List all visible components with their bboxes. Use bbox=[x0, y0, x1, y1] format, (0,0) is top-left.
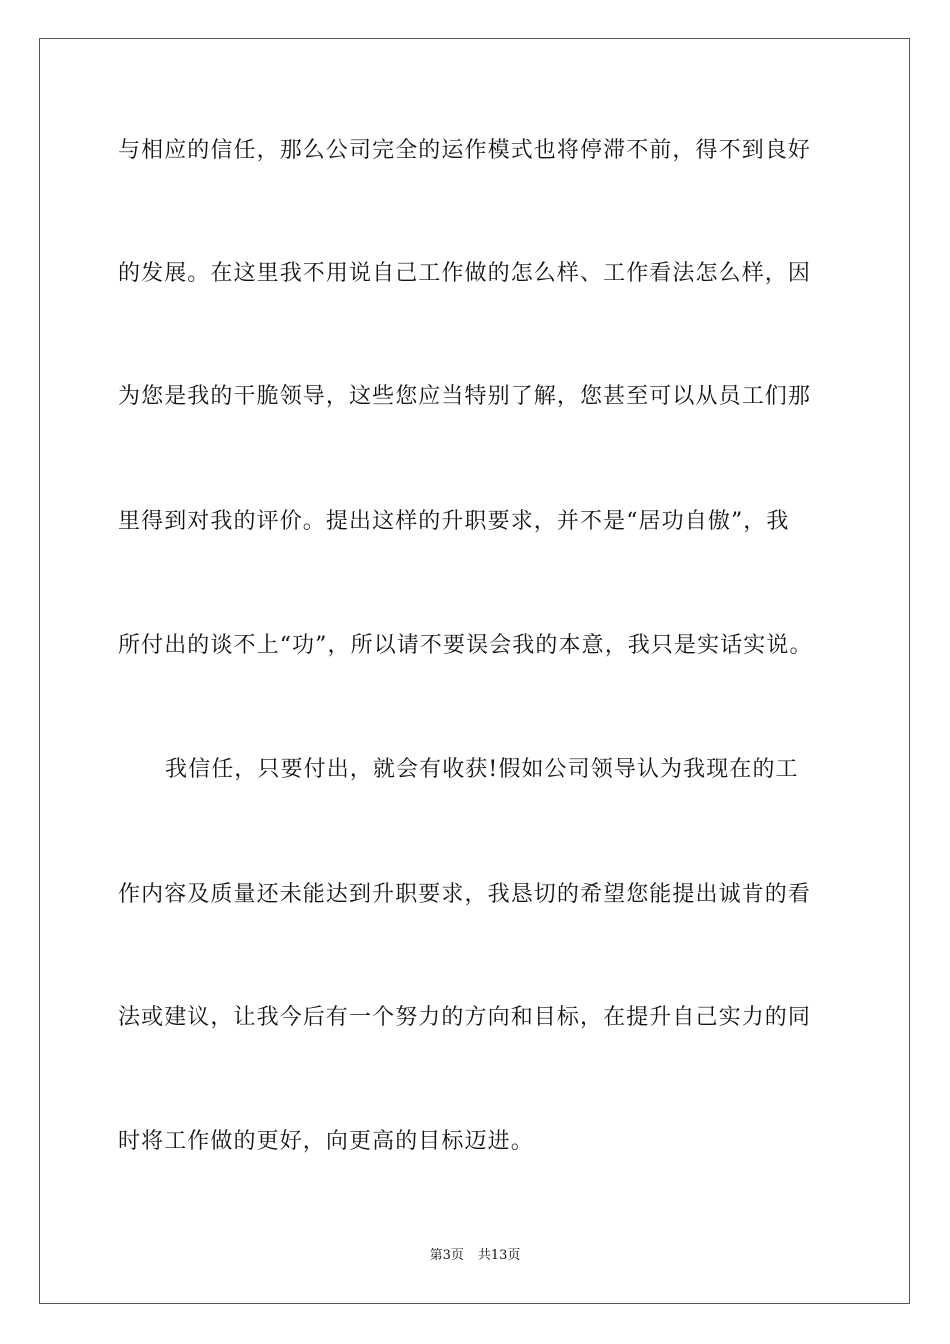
body-text-line-8: 法或建议，让我今后有一个努力的方向和目标，在提升自己实力的同 bbox=[118, 1005, 812, 1030]
paragraph-start-line: 我信任，只要付出，就会有收获!假如公司领导认为我现在的工 bbox=[165, 757, 799, 782]
body-text-line-2: 的发展。在这里我不用说自己工作做的怎么样、工作看法怎么样，因 bbox=[118, 261, 812, 286]
page-number: 第3页 bbox=[429, 1248, 464, 1263]
body-text-line-9: 时将工作做的更好，向更高的目标迈进。 bbox=[118, 1129, 534, 1154]
body-text-line-4: 里得到对我的评价。提出这样的升职要求，并不是“居功自傲”，我 bbox=[118, 509, 790, 534]
body-text-line-1: 与相应的信任，那么公司完全的运作模式也将停滞不前，得不到良好 bbox=[118, 138, 812, 163]
page-footer bbox=[0, 1247, 950, 1265]
body-text-line-3: 为您是我的干脆领导，这些您应当特别了解，您甚至可以从员工们那 bbox=[118, 384, 812, 409]
body-text-line-7: 作内容及质量还未能达到升职要求，我恳切的希望您能提出诚肯的看 bbox=[118, 882, 812, 907]
total-pages: 共13页 bbox=[477, 1248, 521, 1263]
page-border bbox=[39, 38, 910, 1304]
body-text-line-5: 所付出的谈不上“功”，所以请不要误会我的本意，我只是实话实说。 bbox=[118, 633, 813, 658]
